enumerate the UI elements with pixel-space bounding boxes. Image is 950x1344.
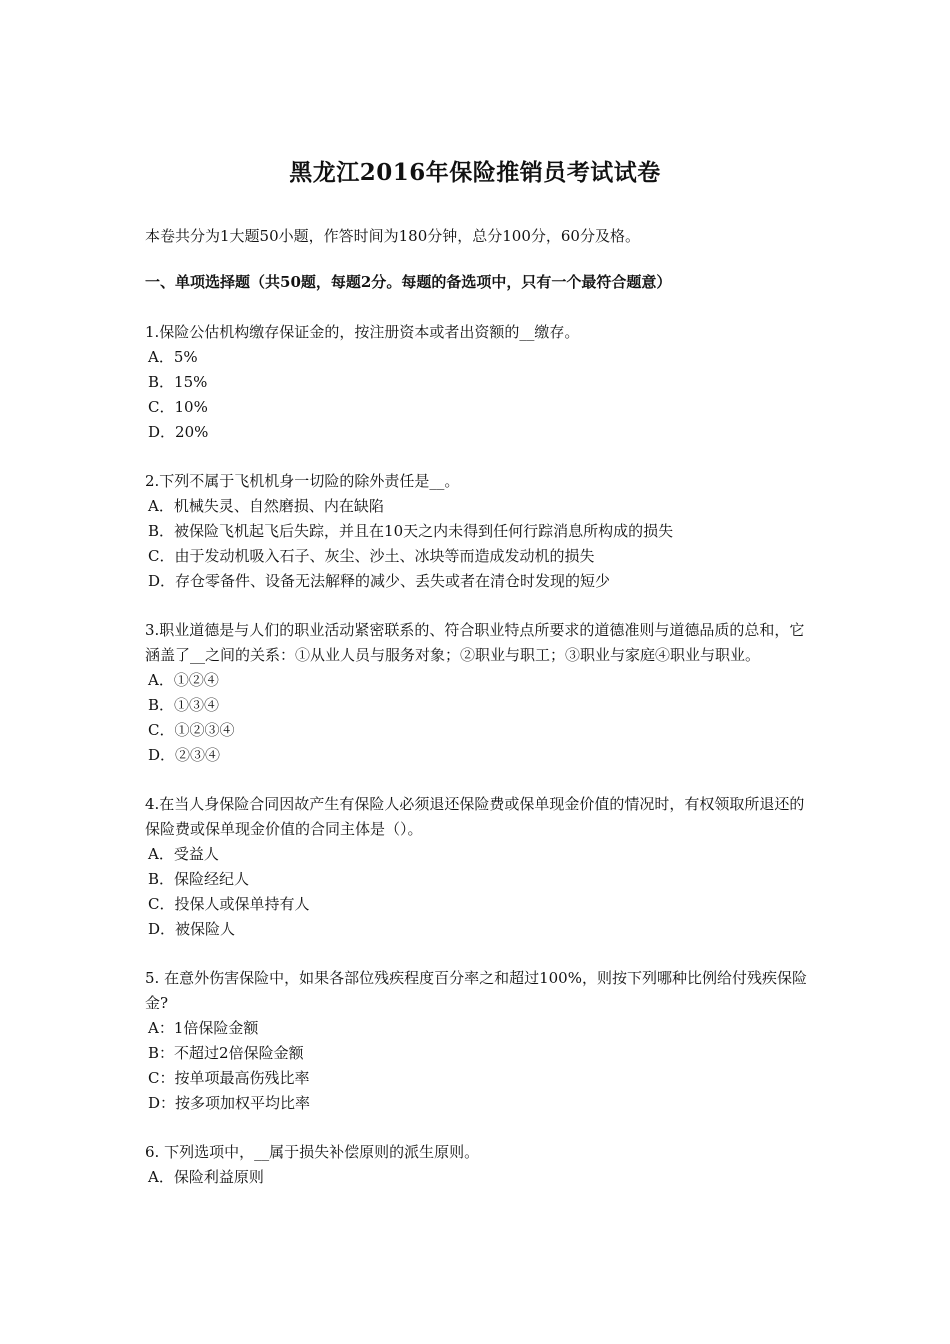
option-d: D：按多项加权平均比率	[148, 1094, 311, 1112]
option-d: D．②③④	[148, 746, 221, 764]
option-b: B．①③④	[148, 696, 220, 714]
option-c: C．由于发动机吸入石子、灰尘、沙土、冰块等而造成发动机的损失	[148, 547, 595, 565]
question-5	[145, 966, 810, 1116]
question-6	[145, 1140, 810, 1190]
question-1	[145, 320, 810, 445]
option-b: B．被保险飞机起飞后失踪，并且在10天之内未得到任何行踪消息所构成的损失	[148, 522, 674, 540]
option-a: A．5%	[148, 348, 198, 366]
option-a: A．机械失灵、自然磨损、内在缺陷	[148, 497, 384, 515]
exam-intro: 本卷共分为1大题50小题，作答时间为180分钟，总分100分，60分及格。	[145, 227, 640, 245]
option-list	[145, 1016, 810, 1116]
question-stem: 2.下列不属于飞机机身一切险的除外责任是__。	[145, 472, 460, 490]
option-d: D．存仓零备件、设备无法解释的减少、丢失或者在清仓时发现的短少	[148, 572, 611, 590]
question-3	[145, 618, 810, 768]
question-2	[145, 469, 810, 594]
option-d: D．20%	[148, 423, 209, 441]
option-list	[145, 1165, 810, 1190]
option-list	[145, 842, 810, 942]
option-a: A．受益人	[148, 845, 219, 863]
option-a: A：1倍保险金额	[148, 1019, 259, 1037]
option-b: B．15%	[148, 373, 208, 391]
page-title: 黑龙江2016年保险推销员考试试卷	[289, 159, 661, 186]
option-list	[145, 668, 810, 768]
option-b: B．保险经纪人	[148, 870, 250, 888]
option-c: C．投保人或保单持有人	[148, 895, 310, 913]
document-body	[145, 224, 810, 1214]
option-c: C：按单项最高伤残比率	[148, 1069, 310, 1087]
question-stem: 1.保险公估机构缴存保证金的，按注册资本或者出资额的__缴存。	[145, 323, 580, 341]
option-list	[145, 494, 810, 594]
section-heading: 一、单项选择题（共50题，每题2分。每题的备选项中，只有一个最符合题意）	[145, 273, 672, 291]
question-stem: 3.职业道德是与人们的职业活动紧密联系的、符合职业特点所要求的道德准则与道德品质的总和，它涵盖了__之间的关系：①从业人员与服务对象；②职业与职工；③职业与家庭④职业与职业。	[145, 621, 805, 664]
option-a: A．保险利益原则	[148, 1168, 264, 1186]
option-d: D．被保险人	[148, 920, 236, 938]
question-stem: 6. 下列选项中，__属于损失补偿原则的派生原则。	[145, 1143, 480, 1161]
option-c: C．①②③④	[148, 721, 235, 739]
question-stem: 5. 在意外伤害保险中，如果各部位残疾程度百分率之和超过100%，则按下列哪种比例给付残疾保险金?	[145, 969, 807, 1012]
option-list	[145, 345, 810, 445]
option-a: A．①②④	[148, 671, 219, 689]
question-4	[145, 792, 810, 942]
question-stem: 4.在当人身保险合同因故产生有保险人必须退还保险费或保单现金价值的情况时，有权领取所退还的保险费或保单现金价值的合同主体是（）。	[145, 795, 805, 838]
option-b: B：不超过2倍保险金额	[148, 1044, 304, 1062]
option-c: C．10%	[148, 398, 208, 416]
